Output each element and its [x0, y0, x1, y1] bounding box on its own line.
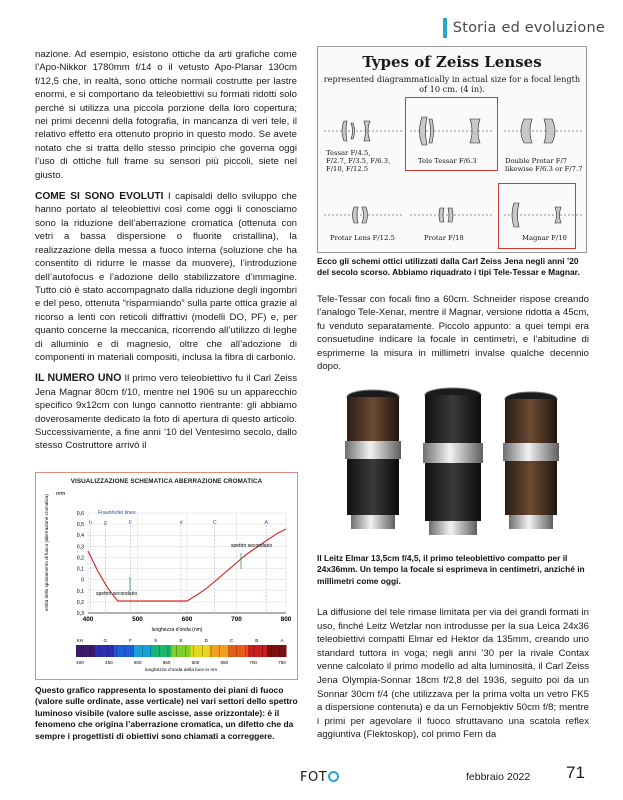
spectrum-axis-label: lunghezza d’onda della luce in nm [144, 668, 218, 673]
annotation-spettro-secondario-1: spettro secondario [231, 543, 273, 549]
right-paragraph-2: La diffusione del tele rimase limitata per via dei grandi formati in uso, finché Leitz Wetzlar non introdusse per la sua Leica 24x36 teleobiettivi compatti Elmar ed Hektor da 135mm, creando uno standard tuttora in voga; negli anni ’30 per la rivale Contax venne calcolato il primo modello ad alta luminosità, il Carl Zeiss Jena Olympia-Sonnar 18cm f/2,8 del 1936, seguito poi da un Sonnar 30cm f/4 (che utilizzava per la prima volta un vetro FK5 a dispersione contenuta) e da un Fernobjektiv 50cm f/8; mentre i primi per agevolare il fuoco sfruttavano una scatola reflex aggiuntiva (Flektoskop), col primo Fern da [317, 607, 589, 741]
lens-left [345, 390, 401, 529]
spectrum-line-label: B [255, 638, 259, 643]
y-tick-label: 0,3 [76, 611, 84, 617]
y-tick-label: 0,4 [76, 533, 84, 540]
fraunhofer-line-label: C [212, 520, 217, 526]
label-tele-tessar: Tele Tessar F/6.3 [418, 157, 477, 165]
spectrum-band [114, 645, 134, 657]
spectrum-line-label: F [129, 638, 132, 643]
spectrum-band [76, 645, 96, 657]
x-tick-label: 700 [231, 616, 242, 623]
spectrum-tick-label: 650 [220, 660, 229, 665]
leitz-elmar-photo [317, 385, 589, 545]
fraunhofer-line-label: g [103, 520, 107, 526]
spectrum-line-label: b [154, 638, 158, 643]
left-column-text [35, 48, 297, 453]
section-header [443, 18, 605, 38]
lens-right [503, 392, 559, 529]
heading-il-numero-uno: IL NUMERO UNO [35, 372, 122, 385]
y-tick-label: 0,2 [76, 599, 84, 606]
chart-plot-area [36, 473, 299, 681]
figure-subtitle-line-2: of 10 cm. (4 in). [419, 84, 485, 94]
spectrum-tick-label: 400 [76, 660, 84, 665]
x-axis-label: lunghezza d’onda (nm) [151, 627, 203, 633]
spectrum-line-label: E [179, 638, 183, 643]
spectrum-band [171, 645, 191, 657]
spectrum-band [152, 645, 172, 657]
logo-o-icon [328, 771, 339, 782]
left-paragraph-2 [35, 190, 297, 364]
section-accent-bar [443, 18, 447, 38]
y-tick-label: 0 [81, 577, 84, 584]
label-magnar: Magnar F/10 [522, 234, 567, 242]
zeiss-lens-types-figure [317, 46, 587, 253]
x-tick-label: 800 [280, 616, 292, 623]
fraunhofer-line-label: d [179, 520, 183, 526]
heading-come-si-sono-evoluti: COME SI SONO EVOLUTI [35, 191, 164, 203]
spectrum-line-label: A [280, 638, 284, 643]
right-paragraph-1: Tele-Tessar con focali fino a 60cm. Schneider rispose creando l’analogo Tele-Xenar, mentre il Magnar, versione ridotta a 45cm, fu venduto separatamente. Piccolo appunto: a quei tempi era consuetudine indicare la focale in centimetri, e l’abitudine di esprimerne la misura in millimetri invalse qualche decennio dopo. [317, 294, 589, 373]
lens-middle [423, 388, 483, 535]
y-unit-label: mm [56, 491, 66, 497]
spectrum-band [133, 645, 153, 657]
x-tick-label: 600 [181, 616, 193, 623]
spectrum-tick-label: 550 [162, 660, 171, 665]
y-tick-label: 0,1 [76, 566, 84, 573]
y-tick-label: 0,1 [76, 588, 84, 595]
spectrum-tick-label: 450 [105, 660, 113, 665]
spectrum-band [95, 645, 115, 657]
spectrum-line-label: D [204, 638, 208, 643]
figure-title: Types of Zeiss Lenses [362, 53, 542, 71]
chart-caption: Questo grafico rappresenta lo spostamento dei piani di fuoco (valore sulle ordinate, asse verticale) nei vari settori dello spettro luminoso visibile (valore sulle ascisse, asse orizzontale): è il fenomeno che origina l’aberrazione cromatica, un difetto che da sempre i progettisti di obiettivi sono chiamati a correggere. [35, 685, 298, 741]
spectrum-tick-label: 600 [191, 660, 200, 665]
spectrum-band [248, 645, 268, 657]
spectrum-band [191, 645, 211, 657]
zeiss-figure-caption: Ecco gli schemi ottici utilizzati dalla Carl Zeiss Jena negli anni ’20 del secolo scorso. Abbiamo riquadrato i tipi Tele-Tessar e Magnar. [317, 256, 580, 278]
chromatic-aberration-chart [35, 472, 298, 680]
y-axis-label: entità dello spostamento di fuoco (aberrazione cromatica) [44, 494, 49, 611]
left-paragraph-3-body: Il primo vero teleobiettivo fu il Carl Zeiss Jena Magnar 80cm f/10, mentre nel 1906 su un apparecchio specifico 9x12cm con lungo cannotto rientrante: gli abbiamo doverosamente dedicato la foto di apertura di questo articolo. Successivamente, a fine anni ’10 del Ventesimo secolo, dallo stesso Costruttore arrivò il [35, 373, 297, 452]
spectrum-tick-label: 750 [278, 660, 286, 665]
three-lenses-illustration [317, 385, 589, 545]
fraunhofer-title: Fraunhofer lines [98, 510, 136, 516]
issue-date: febbraio 2022 [466, 771, 531, 783]
left-paragraph-1: nazione. Ad esempio, esistono ottiche da arti grafiche come l’Apo-Nikkor 1780mm f/14 o il vetusto Apo-Planar 130cm f/12,5 che, in realtà, sono ottiche normali costrutte per lastre enormi, e si comportano da teleobiettivi su formati ridotti solo perché si utilizza una piccola porzione della loro copertura; nei primi decenni della fotografia, in mancanza di veri tele, il relativo effetto era ottenuto proprio in questo modo. Se avete notato che si tratta dello stesso principio che governa oggi l’uso di ottiche full frame su sensori più piccoli, siete nel giusto. [35, 49, 297, 181]
magazine-logo [300, 770, 339, 785]
spectrum-line-label: C [229, 638, 234, 643]
label-protar-f18: Protar F/18 [424, 234, 464, 242]
fraunhofer-line-label: F [128, 520, 133, 526]
x-tick-label: 400 [82, 616, 94, 623]
y-tick-label: 0,3 [76, 544, 84, 551]
label-tessar: Tessar F/4.5, F/2.7, F/3.5, F/6.3, F/10, F/12.5 [326, 149, 391, 173]
fraunhofer-line-label: A [264, 520, 268, 526]
fraunhofer-line-label: h [89, 520, 92, 526]
figure-subtitle-line-1: represented diagrammatically in actual size for a focal length [323, 74, 581, 84]
y-tick-label: 0,6 [76, 511, 84, 517]
spectrum-line-label: G [103, 638, 108, 643]
spectrum-line-label: KH [76, 638, 84, 643]
leitz-photo-caption: Il Leitz Elmar 13,5cm f/4,5, il primo teleobiettivo compatto per il 24x36mm. Un tempo la focale si esprimeva in centimetri, anziché in millimetri come oggi. [317, 553, 585, 586]
label-protar-lens: Protar Lens F/12.5 [330, 234, 395, 242]
section-title: Storia ed evoluzione [452, 20, 605, 36]
annotation-spettro-secondario-2: spettro secondario [96, 591, 138, 597]
y-tick-label: 0,2 [76, 555, 84, 562]
page-number: 71 [566, 763, 585, 782]
magazine-logo-text: FOT [300, 770, 328, 785]
y-tick-label: 0,5 [76, 522, 84, 529]
spectrum-band [267, 645, 287, 657]
chart-title: VISUALIZZAZIONE SCHEMATICA ABERRAZIONE CROMATICA [70, 478, 263, 485]
x-tick-label: 500 [132, 616, 143, 623]
spectrum-tick-label: 700 [249, 660, 257, 665]
label-double-protar: Double Protar F/7 likewise F/6.3 or F/7.7 [505, 157, 583, 173]
spectrum-tick-label: 500 [133, 660, 142, 665]
left-paragraph-3 [35, 372, 297, 452]
left-paragraph-2-body: I capisaldi dello sviluppo che hanno portato al teleobiettivi così come oggi li conosciamo sono la riduzione dell’aberrazione cromatica (ottenuta con vetri a bassa dispersione o fluorite cristallina), la realizzazione della messa a fuoco interna (soluzione che ha consentito di ridurre le masse da muovere), l’introduzione dell’autofocus e l’adozione dello stabilizzatore d’immagine. Tutto ciò è stato accompagnato dalla riduzione degli ingombri e del peso, ottenuta “risparmiando” sulla parte ottica grazie al ricorso a lenti con reticoli diffrattivi (modelli DO, PF) e, per quanto concerne la meccanica, ricorrendo all’utilizzo di leghe di alluminio e di magnesio, oltre che all’adozione di componenti in materiali compositi, inclusa la fibra di carbonio. [35, 191, 297, 363]
